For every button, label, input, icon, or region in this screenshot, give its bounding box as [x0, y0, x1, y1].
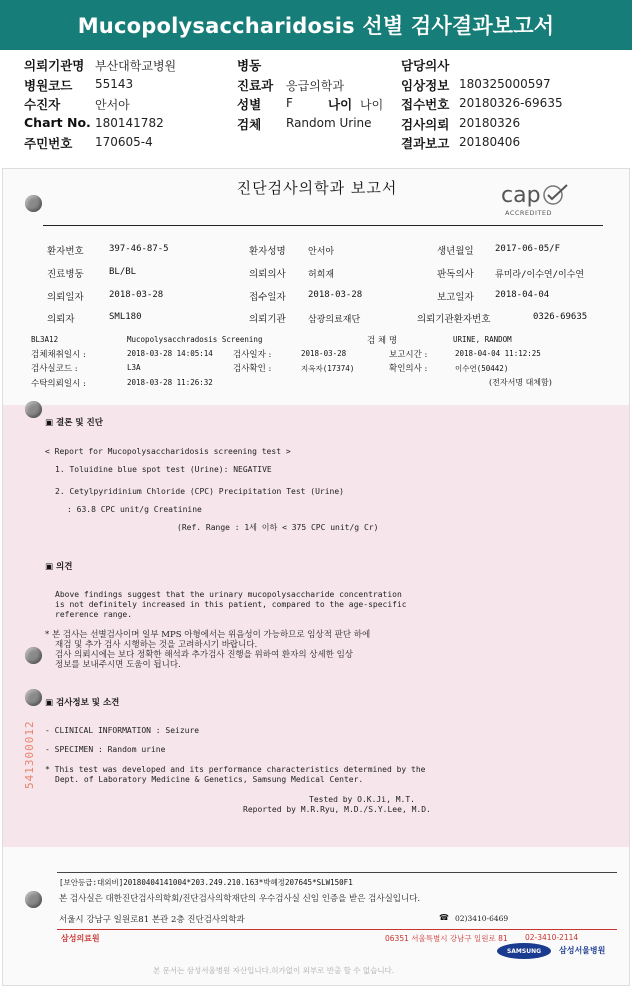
patient-value: 안서아 — [308, 247, 335, 257]
header-value: 응급의학과 — [286, 79, 344, 93]
checkmark-icon — [541, 183, 571, 207]
patient-value: SML180 — [109, 312, 142, 322]
header-value: 나이 — [360, 98, 384, 112]
punch-hole-icon — [25, 647, 42, 664]
patient-value: 허희재 — [308, 270, 335, 280]
samsung-logo: SAMSUNG — [497, 943, 551, 959]
opinion-line: reference range. — [55, 610, 133, 619]
patient-value: 2018-03-28 — [308, 290, 363, 300]
header-label: 주민번호 — [24, 136, 73, 151]
opinion-note: * 본 검사는 선별검사이며 일부 MPS 아형에서는 위음성이 가능하므로 임상적 판단 하에 — [45, 630, 371, 640]
header-value: 20180326-69635 — [459, 96, 563, 110]
test-name: Mucopolysacchradosis Screening — [127, 335, 263, 344]
opinion-line: is not definitely increased in this patient, compared to the age-specific — [55, 600, 407, 609]
patient-label: 생년월일 — [437, 246, 474, 257]
patient-label: 환자번호 — [47, 246, 84, 257]
patient-label: 의뢰자 — [47, 314, 75, 325]
info-heading: ▣ 검사정보 및 소견 — [45, 698, 120, 708]
header-value: 20180406 — [459, 135, 521, 149]
header-value: F — [286, 96, 293, 110]
patient-value: 삼광의료재단 — [308, 315, 361, 325]
test-label: 검사확인 : — [233, 364, 272, 374]
specimen-value: URINE, RANDOM — [453, 335, 512, 344]
patient-label: 의뢰기관 — [249, 314, 286, 325]
reference-range: (Ref. Range : 1세 이하 < 375 CPC unit/g Cr) — [177, 523, 379, 532]
patient-value: 397-46-87-5 — [109, 244, 169, 254]
header-value: 부산대학교병원 — [95, 59, 177, 73]
header-label: 병동 — [237, 58, 262, 73]
result-line: 2. Cetylpyridinium Chloride (CPC) Precipitation Test (Urine) — [55, 487, 344, 496]
header-label: 병원코드 — [24, 78, 73, 93]
logo-subtext: ACCREDITED — [505, 209, 553, 217]
lab-phone: 02)3410-6469 — [455, 914, 509, 923]
header-value: 55143 — [95, 77, 134, 91]
header-value: 안서아 — [95, 98, 130, 112]
test-value: 지옥자(17374) — [301, 364, 355, 373]
patient-label: 환자성명 — [249, 246, 286, 257]
patient-value: 2017-06-05/F — [495, 244, 561, 254]
patient-label: 보고일자 — [437, 292, 474, 303]
header-label: 나이 — [328, 97, 353, 112]
patient-value: 2018-04-04 — [495, 290, 550, 300]
hospital-phone: 02-3410-2114 — [525, 933, 579, 942]
header-label: 검체 — [237, 117, 262, 132]
disclaimer-watermark: 본 문서는 삼성서울병원 자산입니다.허가없이 외부로 반출 할 수 없습니다. — [153, 966, 395, 975]
patient-label: 의뢰의사 — [249, 269, 286, 280]
test-value: L3A — [127, 363, 141, 372]
info-line: - CLINICAL INFORMATION : Seizure — [45, 726, 200, 735]
tested-by: Tested by O.K.Ji, M.T. — [309, 795, 415, 804]
test-label: 보고시간 : — [389, 350, 428, 360]
header-label: 결과보고 — [401, 136, 450, 151]
info-line: - SPECIMEN : Random urine — [45, 745, 166, 754]
header-value: 170605-4 — [95, 135, 153, 149]
result-line: 1. Toluidine blue spot test (Urine): NEGATIVE — [55, 465, 272, 474]
header-label: 검사의뢰 — [401, 117, 450, 132]
test-label: 검사실코드 : — [31, 364, 78, 374]
header-label: 임상정보 — [401, 78, 450, 93]
header-label: 성별 — [237, 97, 262, 112]
patient-label: 접수일자 — [249, 292, 286, 303]
header-label: 수진자 — [24, 97, 61, 112]
test-label: 검체채취일시 : — [31, 350, 86, 360]
opinion-note: 재검 및 추가 검사 시행하는 것을 고려하시기 바랍니다. — [55, 640, 258, 650]
punch-hole-icon — [25, 891, 42, 908]
brand-name: 삼성서울병원 — [559, 946, 606, 955]
header-label: 접수번호 — [401, 97, 450, 112]
punch-hole-icon — [25, 401, 42, 418]
patient-label: 의뢰일자 — [47, 292, 84, 303]
patient-value: 2018-03-28 — [109, 290, 164, 300]
test-code: BL3A12 — [31, 335, 59, 344]
serial-number: 541300012 — [23, 720, 36, 789]
header-label: Chart No. — [24, 115, 91, 130]
hospital-address: 06351 서울특별시 강남구 일원로 81 — [385, 934, 508, 943]
patient-label: 의뢰기관환자번호 — [417, 314, 491, 325]
test-value: 이수연(50442) — [455, 364, 509, 373]
opinion-note: 검사 의뢰시에는 보다 정확한 해석과 추가검사 진행을 위하여 환자의 상세한 임상 — [55, 650, 353, 660]
test-value: 2018-03-28 14:05:14 — [127, 349, 213, 358]
security-code: [보안등급:대외비]20180404141004*203.249.210.163*박혜정207645*SLW150F1 — [59, 878, 353, 887]
test-value: 2018-03-28 11:26:32 — [127, 378, 213, 387]
header-label: 담당의사 — [401, 58, 450, 73]
result-value: : 63.8 CPC unit/g Creatinine — [67, 505, 202, 514]
certification-note: 본 검사실은 대한진단검사의학회/진단검사의학재단의 우수검사실 신임 인증을 받은 검사실입니다. — [59, 894, 421, 904]
patient-value: 0326-69635 — [533, 312, 588, 322]
esign-note: (전자서명 대체함) — [489, 378, 552, 387]
report-title: Mucopolysaccharidosis 선별 검사결과보고서 — [0, 0, 632, 50]
header-value: 20180326 — [459, 116, 521, 130]
result-heading: ▣ 결론 및 진단 — [45, 418, 103, 428]
test-label: 검사일자 : — [233, 350, 272, 360]
header-value: 180141782 — [95, 116, 164, 130]
test-label: 수탁의뢰일시 : — [31, 379, 86, 389]
test-value: 2018-04-04 11:12:25 — [455, 349, 541, 358]
dev-note: Dept. of Laboratory Medicine & Genetics, Samsung Medical Center. — [55, 775, 364, 784]
divider-red — [57, 929, 617, 930]
header-label: 진료과 — [237, 78, 274, 93]
header-value: Random Urine — [286, 116, 372, 130]
divider — [57, 872, 617, 873]
test-value: 2018-03-28 — [301, 349, 347, 358]
result-line: < Report for Mucopolysaccharidosis screening test > — [45, 447, 291, 456]
opinion-line: Above findings suggest that the urinary mucopolysaccharide concentration — [55, 590, 402, 599]
phone-icon: ☎ — [439, 913, 449, 922]
header-info — [0, 54, 632, 166]
patient-value: 류미라/이수연/이수연 — [495, 270, 585, 280]
patient-label: 판독의사 — [437, 269, 474, 280]
lab-address: 서울시 강남구 일원로81 본관 2층 진단검사의학과 — [59, 915, 245, 925]
header-label: 의뢰기관명 — [24, 58, 85, 73]
test-label: 확인의사 : — [389, 364, 428, 374]
patient-label: 진료병동 — [47, 269, 84, 280]
divider — [43, 225, 603, 226]
logo-text: cap — [501, 183, 541, 208]
punch-hole-icon — [25, 689, 42, 706]
cap-accredited-logo — [491, 183, 581, 223]
reported-by: Reported by M.R.Ryu, M.D./S.Y.Lee, M.D. — [243, 805, 431, 814]
report-heading: 진단검사의학과 보고서 — [236, 179, 398, 197]
patient-value: BL/BL — [109, 267, 137, 277]
opinion-note: 정보를 보내주시면 도움이 됩니다. — [55, 660, 181, 670]
header-value: 180325000597 — [459, 77, 551, 91]
hospital-name: 삼성의료원 — [61, 934, 100, 943]
scanned-report — [2, 168, 630, 986]
specimen-label: 검 체 명 — [367, 336, 398, 346]
opinion-heading: ▣ 의견 — [45, 562, 73, 572]
dev-note: * This test was developed and its performance characteristics determined by the — [45, 765, 426, 774]
